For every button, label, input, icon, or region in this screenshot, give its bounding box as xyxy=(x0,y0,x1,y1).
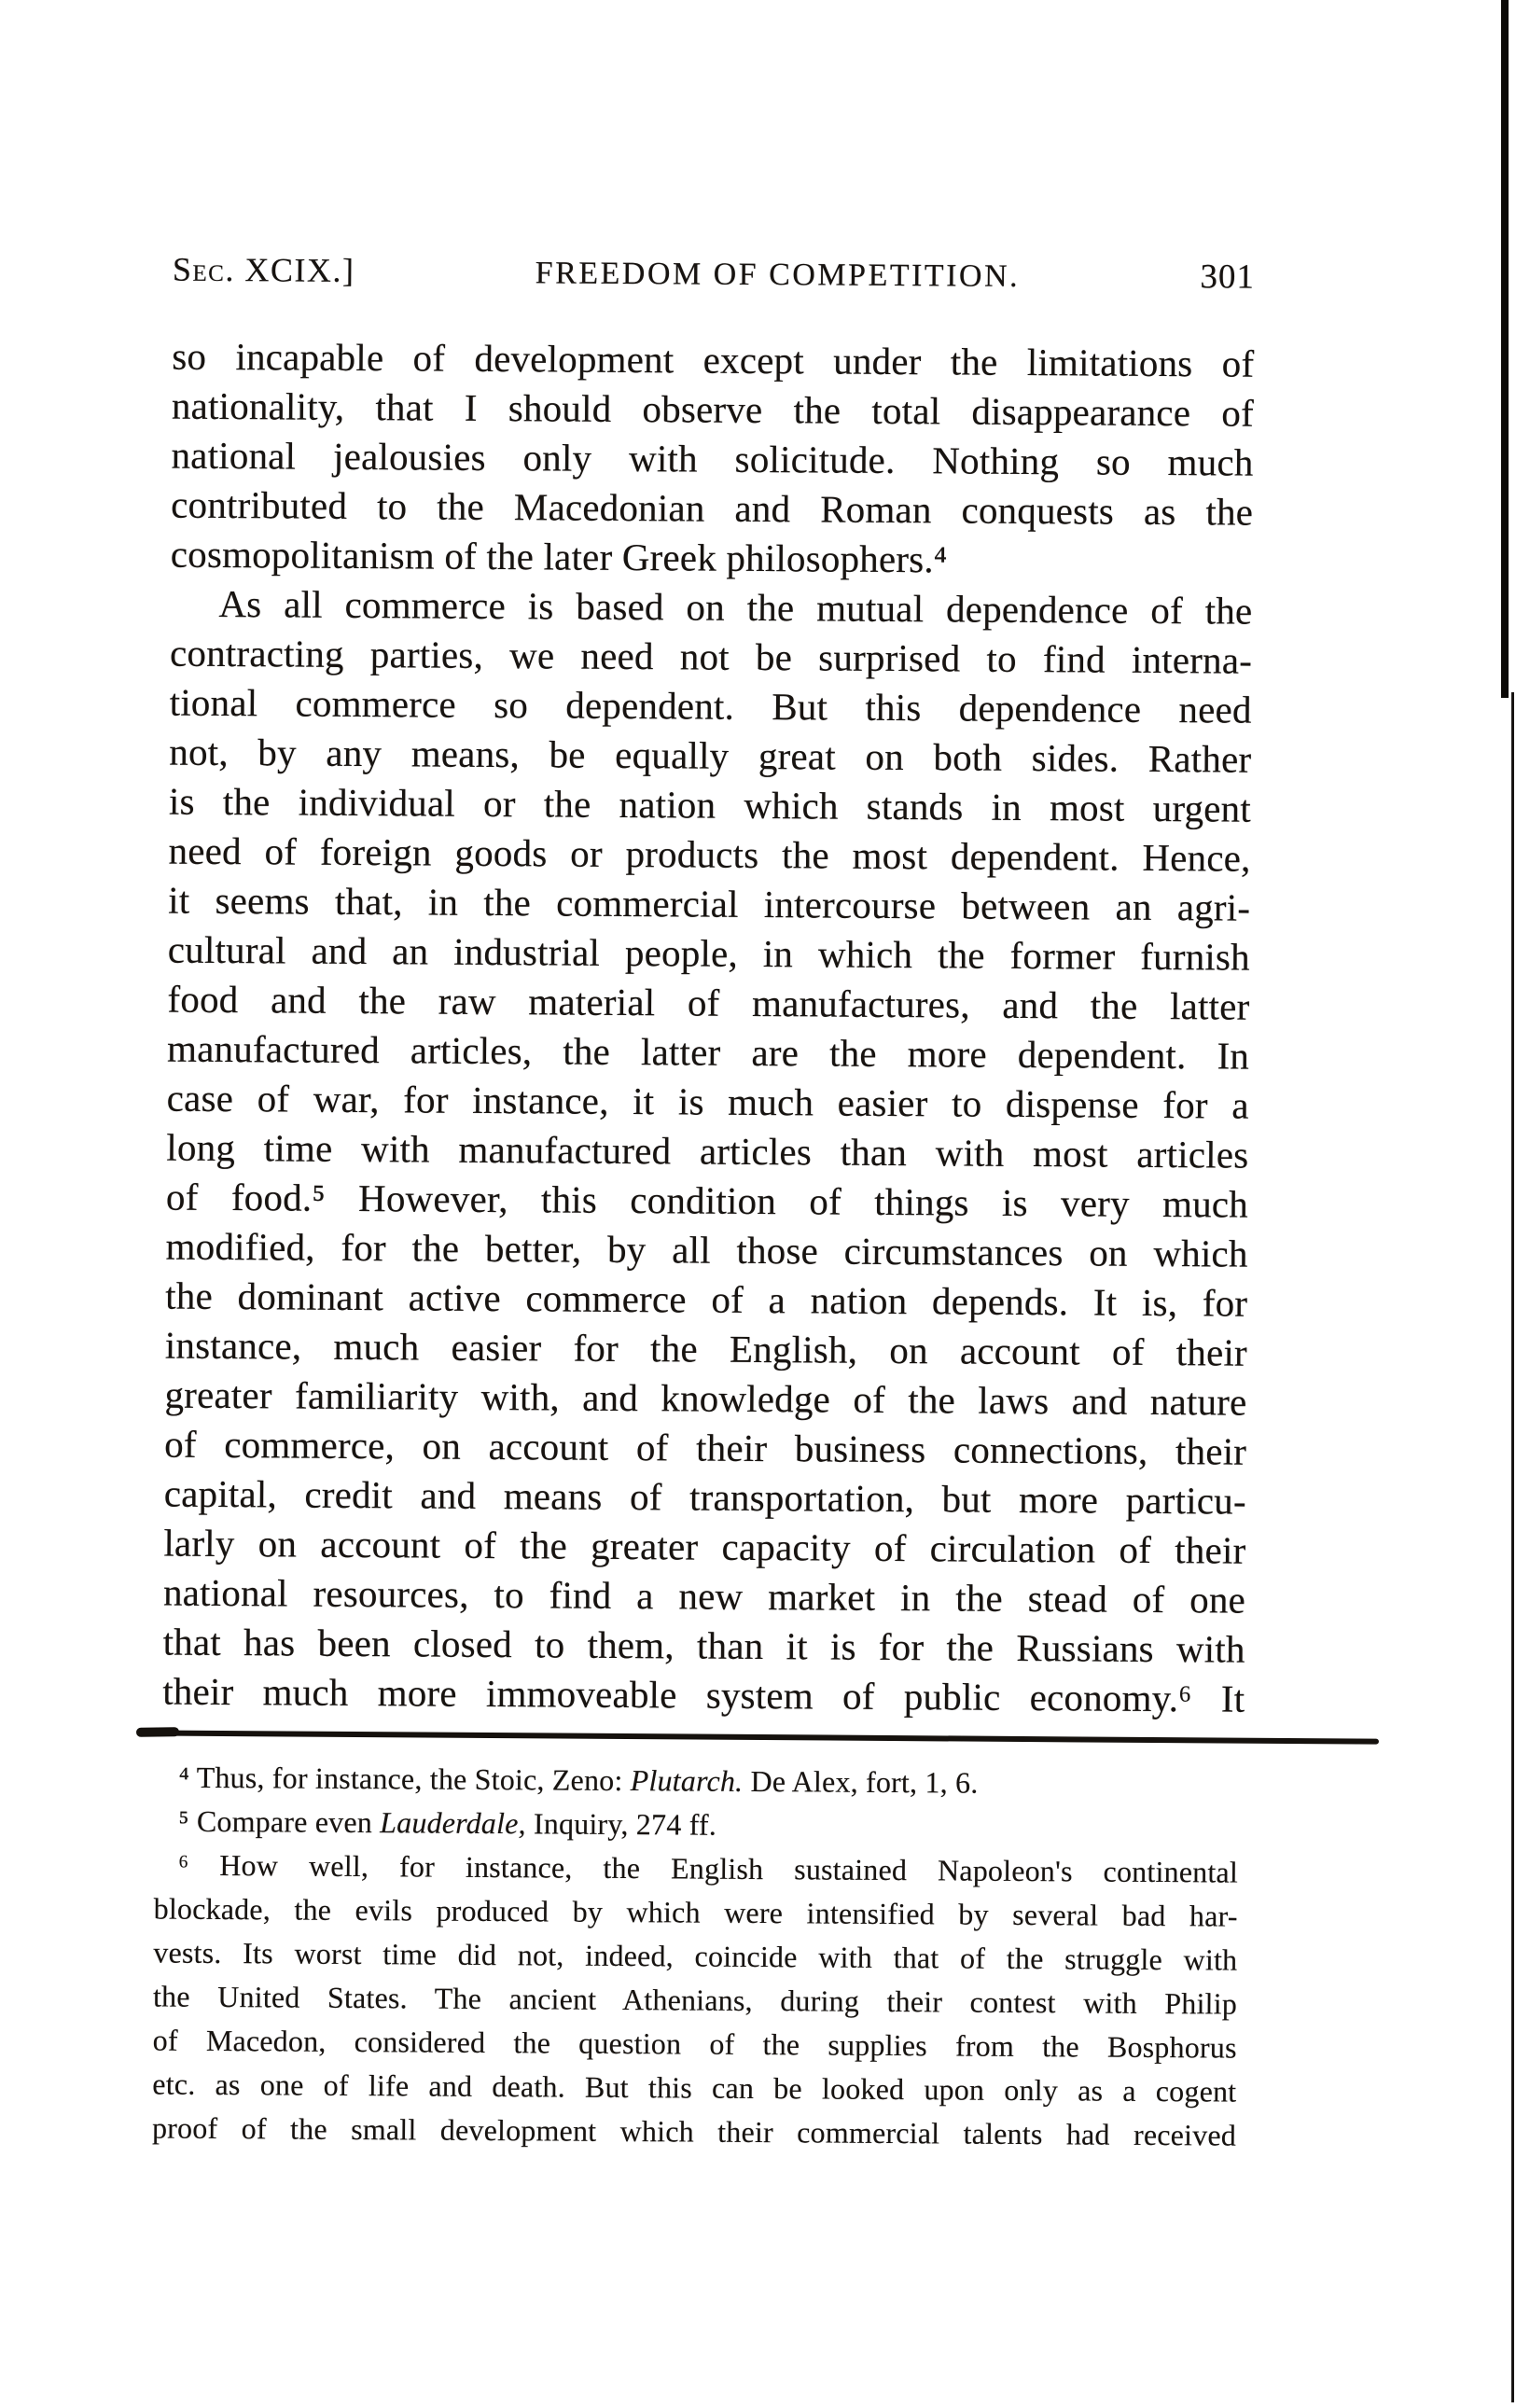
scan-edge-artifact-upper xyxy=(1501,0,1509,698)
text-line: of food.⁵ However, this condition of things is very much xyxy=(165,1175,1249,1226)
text-line: manufactured articles, the latter are the more dependent. In xyxy=(166,1026,1250,1078)
chapter-title: FREEDOM OF COMPETITION. xyxy=(535,256,1021,294)
text-line: their much more immoveable system of public economy.⁶ It xyxy=(162,1669,1245,1720)
text-line: long time with manufactured articles than with most articles xyxy=(166,1125,1249,1176)
text-line: greater familiarity with, and knowledge of the laws and nature xyxy=(164,1372,1247,1424)
text-line: is the individual or the nation which stands in most urgent xyxy=(168,779,1252,830)
text-line: instance, much easier for the English, on account of their xyxy=(164,1323,1248,1374)
running-header xyxy=(173,250,1255,298)
text-line: vests. Its worst time did not, indeed, coincide with that of the struggle with xyxy=(153,1935,1238,1977)
scan-edge-artifact-lower xyxy=(1511,692,1514,2402)
text-line: capital, credit and means of transportation, but more particu- xyxy=(163,1471,1246,1523)
text-line: so incapable of development except under the limitations of xyxy=(172,334,1255,385)
text-line: As all commerce is based on the mutual dependence of the xyxy=(218,581,1253,633)
text-line: blockade, the evils produced by which were intensified by several bad har- xyxy=(153,1891,1238,1933)
text-line: national jealousies only with solicitude. Nothing so much xyxy=(171,433,1254,484)
text-line: the dominant active commerce of a nation depends. It is, for xyxy=(165,1274,1248,1325)
text-line: ⁴ Thus, for instance, the Stoic, Zeno: Plutarch. De Alex, fort, 1, 6. xyxy=(178,1760,979,1800)
text-line: contracting parties, we need not be surprised to find interna- xyxy=(169,631,1253,682)
text-line: it seems that, in the commercial intercourse between an agri- xyxy=(168,878,1251,929)
page-number: 301 xyxy=(1200,258,1256,297)
text-line: food and the raw material of manufactures, and the latter xyxy=(167,977,1250,1028)
section-label: Sec. XCIX.] xyxy=(172,250,355,289)
text-line: modified, for the better, by all those circumstances on which xyxy=(165,1224,1248,1275)
text-line: proof of the small development which their commercial talents had received xyxy=(151,2110,1237,2152)
text-line: larly on account of the greater capacity of circulation of their xyxy=(163,1521,1246,1572)
text-line: tional commerce so dependent. But this dependence need xyxy=(169,680,1252,731)
footnote-separator-rule xyxy=(138,1730,1379,1744)
text-line: of commerce, on account of their business connections, their xyxy=(164,1422,1247,1473)
text-line: nationality, that I should observe the total disappearance of xyxy=(171,383,1255,435)
text-line: case of war, for instance, it is much easier to dispense for a xyxy=(166,1076,1249,1127)
text-line: cultural and an industrial people, in which the former furnish xyxy=(167,927,1251,979)
text-line: etc. as one of life and death. But this can be looked upon only as a cogent xyxy=(152,2067,1237,2109)
text-line: of Macedon, considered the question of the supplies from the Bosphorus xyxy=(152,2023,1237,2065)
text-line: cosmopolitanism of the later Greek philosophers.⁴ xyxy=(170,532,948,581)
text-line: the United States. The ancient Athenians, during their contest with Philip xyxy=(152,1979,1238,2021)
text-line: contributed to the Macedonian and Roman conquests as the xyxy=(171,482,1254,534)
text-line: that has been closed to them, than it is for the Russians with xyxy=(162,1620,1245,1671)
text-line: not, by any means, be equally great on both sides. Rather xyxy=(169,730,1252,781)
footnotes xyxy=(152,1756,1239,2158)
text-line: ⁵ Compare even Lauderdale, Inquiry, 274 ff. xyxy=(178,1803,717,1842)
text-line: need of foreign goods or products the most dependent. Hence, xyxy=(168,828,1251,880)
body-text xyxy=(162,332,1254,1724)
text-line: ⁶ How well, for instance, the English sustained Napoleon's continental xyxy=(177,1847,1239,1889)
text-line: national resources, to find a new market in the stead of one xyxy=(162,1570,1246,1622)
